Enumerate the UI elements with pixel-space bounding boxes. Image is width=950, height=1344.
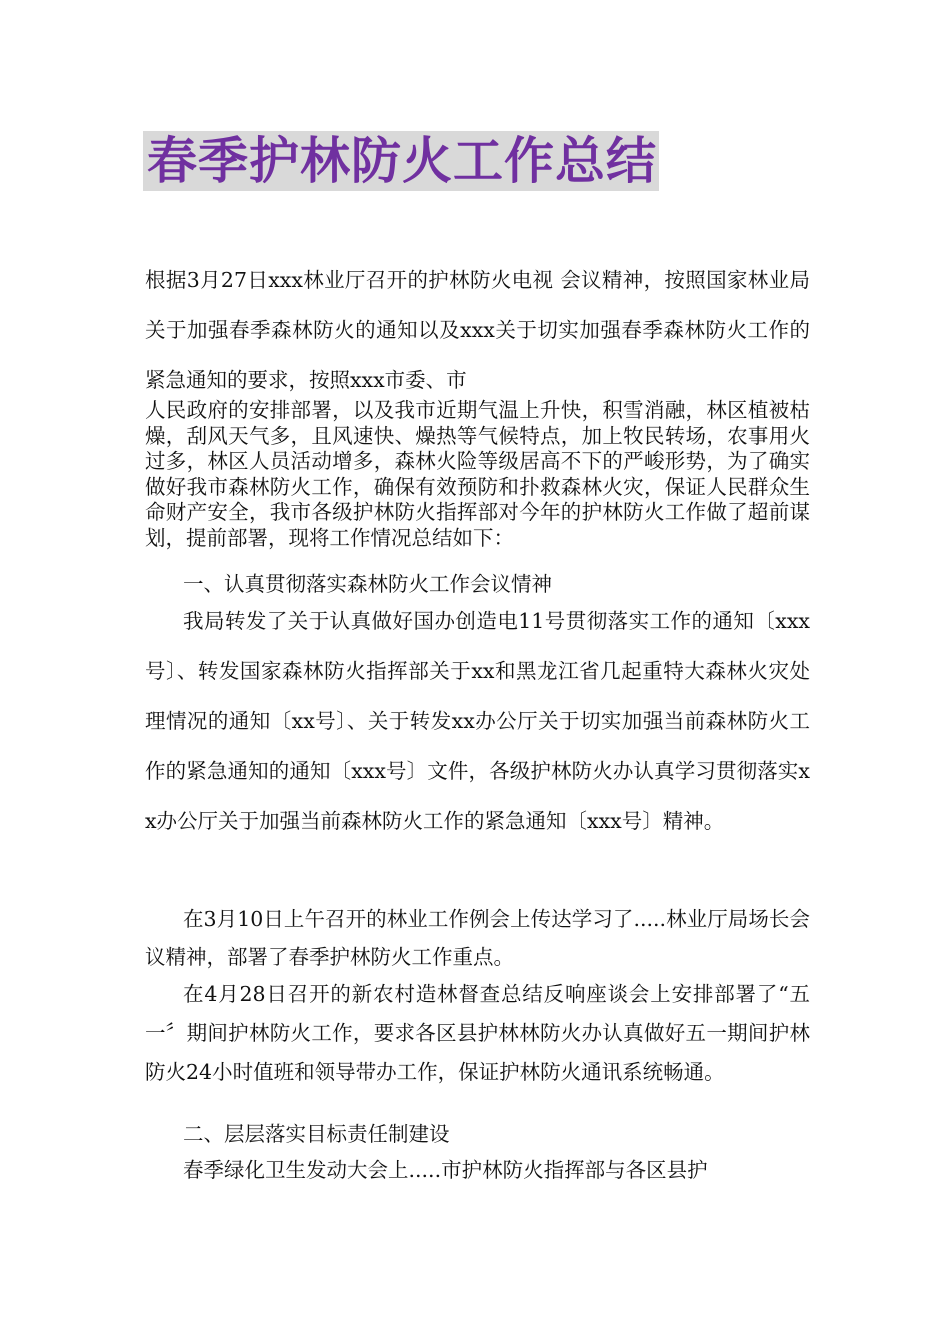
section2-heading: 二、层层落实目标责任制建设: [183, 1122, 450, 1146]
section1-paragraph-2: 在3月10日上午召开的林业工作例会上传达学习了.....林业厅局场长会议精神，部署了春季护林防火工作重点。: [145, 907, 810, 969]
document-title: 春季护林防火工作总结: [143, 131, 659, 191]
section1-heading: 一、认真贯彻落实森林防火工作会议情神: [183, 572, 552, 596]
section1-paragraph-3: 在4月28日召开的新农村造林督查总结反响座谈会上安排部署了“五一〞期间护林防火工作，要求各区县护林林防火办认真做好五一期间护林防火24小时值班和领导带办工作，保证护林防火通讯系统畅通。: [145, 982, 810, 1084]
intro-paragraph-part2: 人民政府的安排部署，以及我市近期气温上升快，积雪消融，林区植被枯燥，刮风天气多，且风速快、燥热等气候特点，加上牧民转场，农事用火过多，林区人员活动增多，森林火险等级居高不下的严峻形势，为了确实做好我市森林防火工作，确保有效预防和扑救森林火灾，保证人民群众生命财产安全，我市各级护林防火指挥部对今年的护林防火工作做了超前谋划，提前部署，现将工作情况总结如下：: [145, 398, 810, 550]
intro-paragraph-part1: 根据3月27日xxx林业厅召开的护林防火电视 会议精神，按照国家林业局关于加强春季森林防火的通知以及xxx关于切实加强春季森林防火工作的紧急通知的要求，按照xxx市委、市: [145, 268, 810, 392]
section1-paragraph-1: 我局转发了关于认真做好国办创造电11号贯彻落实工作的通知〔xxx号〕、转发国家森林防火指挥部关于xx和黑龙江省几起重特大森林火灾处理情况的通知〔xx号〕、关于转发xx办公厅关于切实加强当前森林防火工作的紧急通知的通知〔xxx号〕文件，各级护林防火办认真学习贯彻落实xx办公厅关于加强当前森林防火工作的紧急通知〔xxx号〕精神。: [145, 609, 810, 833]
section2-paragraph-1: 春季绿化卫生发动大会上.....市护林防火指挥部与各区县护: [183, 1158, 708, 1182]
